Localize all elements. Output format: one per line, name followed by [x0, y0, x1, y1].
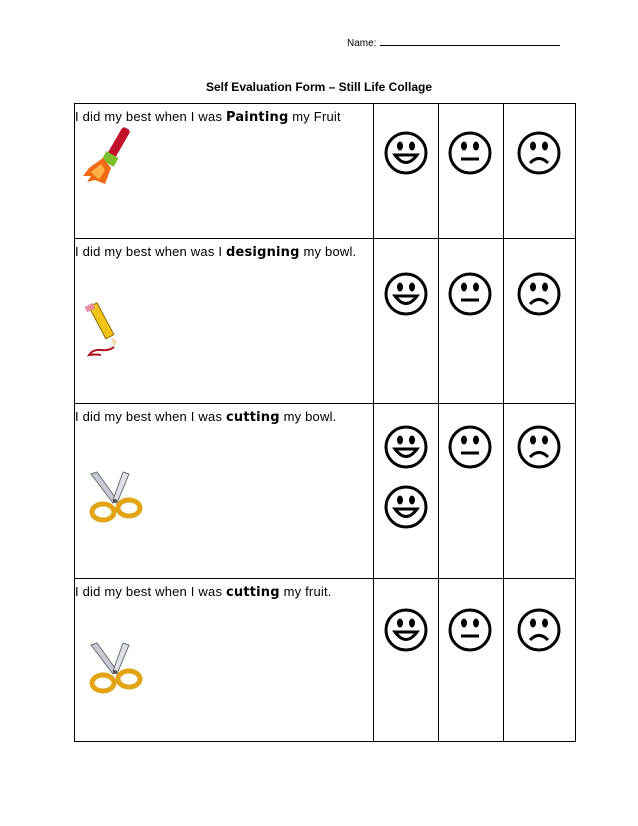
statement-cell	[75, 579, 374, 742]
happy-face-icon	[383, 484, 429, 530]
rating-cell-happy[interactable]	[374, 104, 439, 239]
rating-cell-happy[interactable]	[374, 239, 439, 404]
statement-verb: cutting	[225, 410, 280, 425]
rating-cell-neutral[interactable]	[439, 579, 504, 742]
statement-cell	[75, 404, 374, 579]
statement-text: I did my best when I was cutting my fruit.	[75, 584, 332, 600]
statement-text: I did my best when was I designing my bowl.	[75, 244, 357, 260]
statement-verb: designing	[225, 245, 300, 260]
table-row	[75, 579, 576, 742]
table-row	[75, 104, 576, 239]
sad-face-icon	[516, 130, 562, 176]
page-title: Self Evaluation Form – Still Life Collage	[205, 80, 433, 94]
table-row	[75, 239, 576, 404]
rating-cell-neutral[interactable]	[439, 239, 504, 404]
rating-cell-happy[interactable]	[374, 579, 439, 742]
statement-text: I did my best when I was Painting my Fruit	[75, 109, 341, 125]
neutral-face-icon	[447, 271, 493, 317]
sad-face-icon	[516, 607, 562, 653]
happy-face-icon	[383, 271, 429, 317]
paintbrush-icon	[81, 124, 141, 193]
sad-face-icon	[516, 271, 562, 317]
statement-text: I did my best when I was cutting my bowl.	[75, 409, 337, 425]
rating-cell-sad[interactable]	[504, 239, 576, 404]
rating-cell-sad[interactable]	[504, 579, 576, 742]
happy-face-icon	[383, 607, 429, 653]
evaluation-table	[74, 103, 576, 742]
neutral-face-icon	[447, 607, 493, 653]
scissors-icon	[87, 470, 145, 529]
happy-face-icon	[383, 130, 429, 176]
rating-cell-neutral[interactable]	[439, 104, 504, 239]
neutral-face-icon	[447, 424, 493, 470]
name-line	[347, 36, 560, 49]
pencil-icon	[81, 301, 125, 366]
rating-cell-neutral[interactable]	[439, 404, 504, 579]
scissors-icon	[87, 641, 145, 700]
statement-verb: cutting	[225, 585, 280, 600]
rating-cell-sad[interactable]	[504, 404, 576, 579]
neutral-face-icon	[447, 130, 493, 176]
name-blank[interactable]	[380, 36, 560, 46]
statement-cell	[75, 239, 374, 404]
rating-cell-sad[interactable]	[504, 104, 576, 239]
statement-cell	[75, 104, 374, 239]
table-row	[75, 404, 576, 579]
statement-verb: Painting	[225, 110, 289, 125]
name-label: Name:	[347, 38, 377, 49]
happy-face-icon	[383, 424, 429, 470]
sad-face-icon	[516, 424, 562, 470]
rating-cell-happy[interactable]	[374, 404, 439, 579]
